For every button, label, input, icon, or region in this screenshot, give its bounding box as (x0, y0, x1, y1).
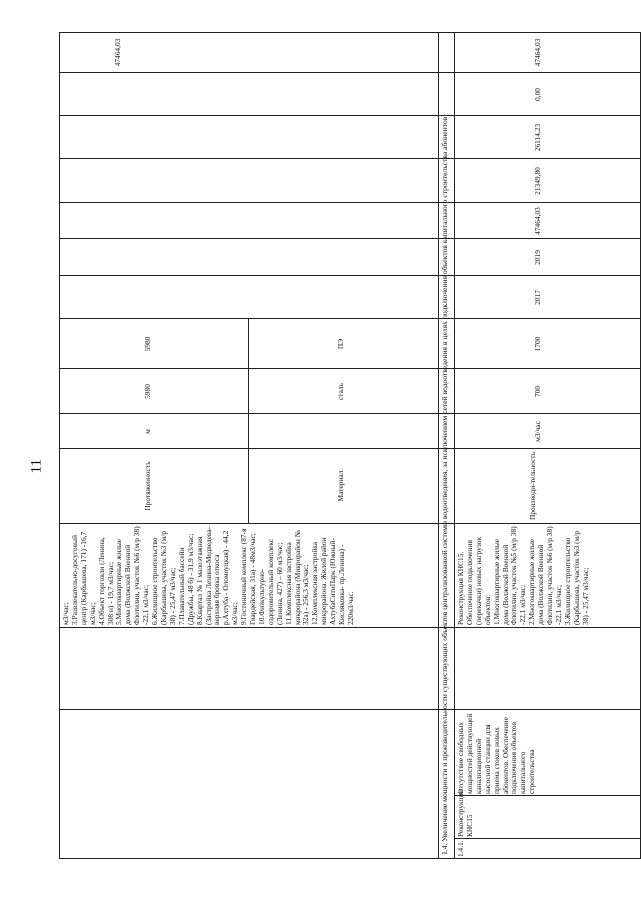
col-line-14 (59, 115, 641, 116)
section-heading: 1.4. Увеличение мощности и производительности существующих объектов централизованной системы водоотведения, за исключением сетей водоотведения в целях подключения объектов капитального строительства абонентов (440, 116, 449, 855)
row-number: 1.4.1. (456, 840, 465, 857)
col-line-6 (59, 448, 641, 449)
param-material-after: ПЭ (336, 338, 345, 350)
param-split-rule (248, 319, 249, 524)
row-value-after: 1700 (533, 336, 542, 352)
row-sum: 47464,03 (533, 38, 542, 67)
row-cost-total: 47464,03 (533, 207, 542, 235)
row-name: Реконструкция КНС15 (456, 790, 474, 837)
col-line-5 (59, 523, 641, 524)
col-line-10 (59, 275, 641, 276)
row-cost-2: 26114,23 (533, 123, 542, 152)
col-line-16 (59, 32, 641, 33)
param-length-label: Протяженность (143, 461, 152, 511)
param-material-label: Материал (336, 470, 345, 502)
col-line-2 (454, 795, 641, 796)
col-line-8 (59, 368, 641, 369)
col-line-3 (59, 709, 641, 710)
objects-list-text: м3/час; 3.Развлекательно-досуговый центр (Карбышева, 171) -16,7 м3/час; 4.Объект торговли (Ленина, 308 н) - 19,7 м3/час; 5.Многоквартирные жилые дома (Волжской Военной Флотилии, участок №6 (м/р 38) -22,1 м3/час; 6.Жилищное строительство (Карбышева, участок №3 (м/р 38) - 25,47 м3/час; 7.Плавательный бассейн (Дружбы, 48 б) - 31,9 м3/час; 8.Квартал № 1 малоэтажная (Застройка Ленина-Медведева-верхняя бровка откоса р.Ахтуба - Оломоуцкая) - 44,2 м3/час; 9.Гостиничный комплекс (87-я Гвардейская, 31а) - 48м3/час; 10.Физкультурно-оздоровительный комплекс (Ленина, 427) – 60 м3/час; 11.Комплексная застройка микрорайона (Микрорайон № 32а) - 256,3 м3/час; 12.Комплексная застройка микрорайона. Жилой район АхтубаСитиПарк (Южный-Кисляковка- пр.Ленина) - 220м3/час. (61, 526, 355, 625)
section-top-rule (438, 32, 439, 859)
col-line-0 (59, 858, 641, 859)
table-viewport (59, 32, 641, 859)
col-line-4 (59, 627, 641, 628)
param-material-before: сталь (336, 383, 345, 401)
row-value-before: 700 (533, 385, 542, 398)
table-border-top (59, 32, 60, 859)
col-line-9 (59, 318, 641, 319)
param-length-before: 5980 (143, 384, 152, 399)
top-sum-value: 47464,03 (113, 38, 122, 67)
col-line-7 (59, 413, 641, 414)
col-line-11 (59, 238, 641, 239)
row-year-end: 2019 (533, 250, 542, 265)
row-unit: м3/час (533, 421, 542, 442)
row-reason: Отсутствие свободных мощностей действующей канализационной насосной станции для приема стоков новых абонентов. Обеспечение подключения объектов капитального строительства (456, 713, 537, 794)
param-length-after: 5980 (143, 336, 152, 352)
row-cost-3: 0,00 (533, 88, 542, 101)
col-line-15 (59, 72, 641, 73)
col-line-12 (59, 202, 641, 203)
page-number: 11 (28, 459, 45, 474)
investment-table (59, 32, 641, 859)
col-line-13 (59, 158, 641, 159)
section-bottom-rule (454, 32, 455, 859)
row-year-start: 2017 (533, 290, 542, 305)
row-description: Реконструкция КНС15. Обеспечение подключения (перекачки) новых нагрузок объектов: 1.Многоквартирные жилые дома (Волжской Военной Флотилии, участок №5 (м/р 38) -22,1 м3/час; 2.Многоквартирные жилые дома (Волжской Военной Флотилии, участок №6 (м/р 38) -22,1 м3/час; 3.Жилищное строительство (Карбышева, участок №3 (м/р 38) - 25,47 м3/час; (456, 526, 590, 625)
col-line-1 (454, 838, 641, 839)
param-length-unit: м (143, 429, 152, 434)
row-cost-1: 21349,80 (533, 167, 542, 195)
row-param-label: Производи-тельность (528, 452, 537, 520)
